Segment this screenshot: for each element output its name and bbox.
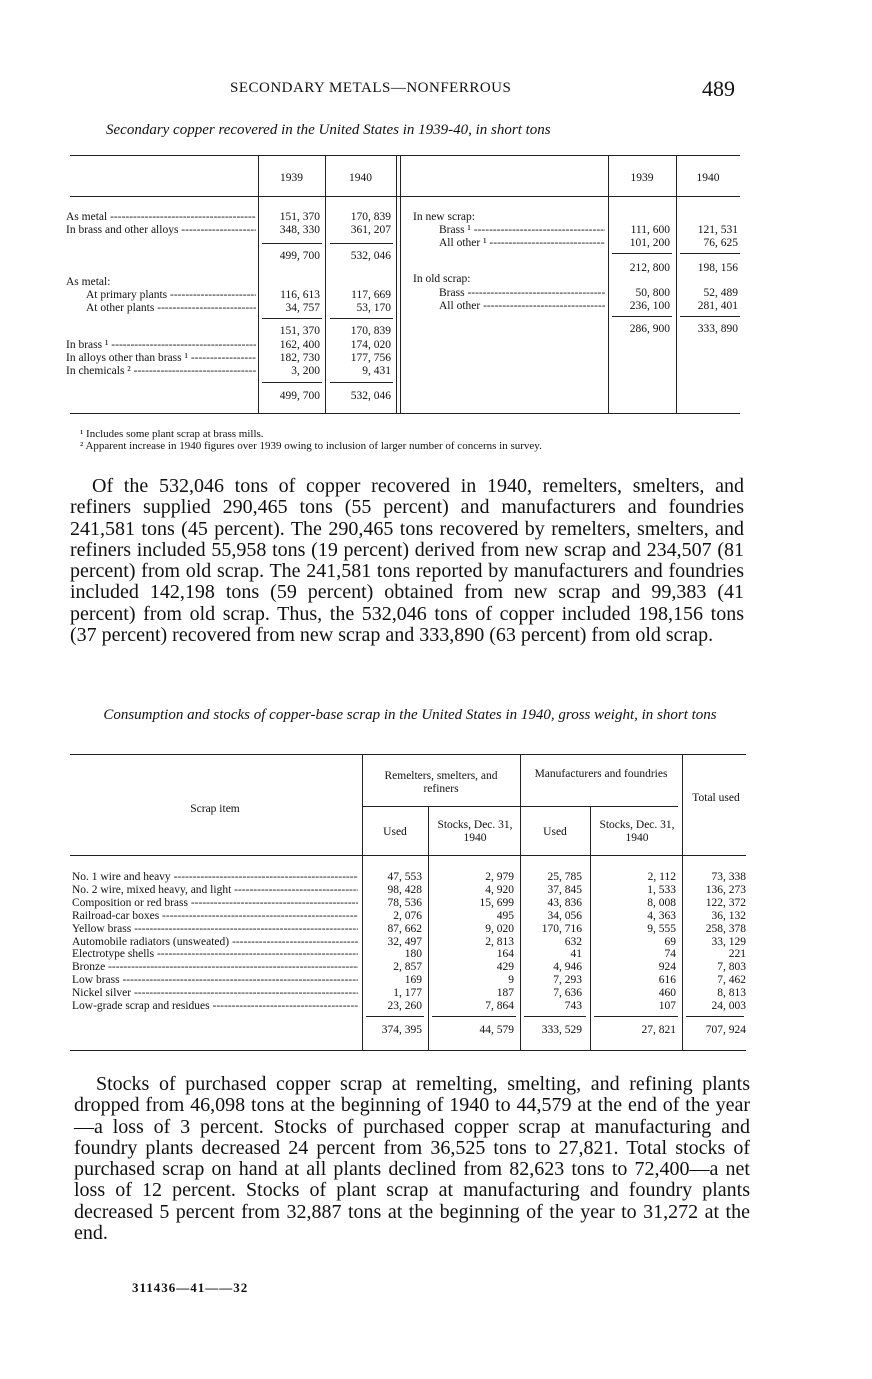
t2-row-label: Electrotype shells ----- [72, 948, 358, 961]
t1-cell: 532, 046 [350, 250, 391, 262]
t2-cell-b-used: 34, 056 [547, 909, 582, 922]
t1-cell: 101, 200 [629, 237, 670, 249]
t2-cell-b-stocks: 107 [658, 1000, 676, 1012]
t1-row-label: Brass ----- [439, 287, 605, 300]
t2-cell-a-stocks: 2, 979 [485, 871, 514, 883]
t1-cell: 9, 431 [362, 365, 391, 377]
t2-row-label: Railroad-car boxes ----- [72, 910, 358, 923]
t2-cell-a-stocks: 495 [496, 909, 514, 922]
paragraph-2: Stocks of purchased copper scrap at remelting, smelting, and refining plants dropped from 46,098 tons at the beginning of 1940 to 44,579 at the end of the year—a loss of 3 percent. Stocks of purchased copper scrap at manufacturing and foundry plants decreased 24 percent from 36,525 tons to 27,821. Total stocks of purchased scrap on hand at all plants declined from 82,623 tons to 72,400—a net loss of 12 percent. Stocks of plant scrap at manufacturing and foundry plants decreased 5 percent from 32,887 tons at the beginning of the year to 31,272 at the end. [74, 1073, 750, 1245]
table2-caption: Consumption and stocks of copper-base scrap in the United States in 1940, gross weight, in short tons [103, 707, 717, 723]
t2-cell-b-stocks: 9, 555 [647, 922, 676, 935]
t1-cell: 177, 756 [350, 352, 391, 364]
t2-cell-a-used: 78, 536 [387, 896, 422, 909]
t2-cell-a-stocks: 9 [508, 974, 514, 987]
t1-row-label: In alloys other than brass ¹ ----- [66, 352, 256, 365]
t2-cell-a-used: 87, 662 [387, 922, 422, 935]
t2-cell-b-stocks: 69 [664, 935, 676, 948]
t1-cell: 333, 890 [697, 323, 738, 335]
t2-cell-total: 8, 813 [717, 987, 746, 1000]
t2-total-a-stocks: 44, 579 [479, 1024, 514, 1036]
t2-cell-b-stocks: 1, 533 [647, 883, 676, 896]
t2-header-a-used: Used [383, 826, 407, 838]
t1-row-label: At primary plants ----- [86, 289, 256, 302]
t1-row-label: All other ----- [439, 300, 605, 313]
t2-cell-b-used: 743 [564, 1000, 582, 1012]
t2-total-b-used: 333, 529 [541, 1024, 582, 1036]
t2-cell-b-used: 170, 716 [541, 922, 582, 935]
t2-cell-b-used: 4, 946 [553, 961, 582, 974]
t1-left-col-1940: 1940 [349, 172, 372, 184]
t2-header-b-used: Used [543, 826, 567, 838]
t2-cell-a-used: 32, 497 [387, 935, 422, 948]
t1-cell: 162, 400 [279, 339, 320, 351]
t2-row-label: Low-grade scrap and residues ----- [72, 1000, 358, 1013]
t2-cell-a-stocks: 2, 813 [485, 935, 514, 948]
t2-row-label: Nickel silver ----- [72, 987, 358, 1000]
t2-cell-b-stocks: 924 [658, 961, 676, 974]
t1-group-heading: In new scrap: [413, 211, 475, 223]
t2-cell-total: 33, 129 [711, 935, 746, 948]
t1-cell: 116, 613 [280, 289, 320, 301]
t1-cell: 151, 370 [279, 211, 320, 223]
t1-group-heading: As metal: [66, 276, 111, 288]
t1-group-heading: In old scrap: [413, 273, 471, 285]
t2-row-label: Low brass ----- [72, 974, 358, 987]
t1-cell: 170, 839 [350, 325, 391, 337]
t2-cell-total: 258, 378 [705, 922, 746, 935]
t1-row-label: At other plants ----- [86, 302, 256, 315]
paragraph-1: Of the 532,046 tons of copper recovered in 1940, remelters, smelters, and refiners supplied 290,465 tons (55 percent) and manufacturers and foundries 241,581 tons (45 percent). The 290,465 tons recovered by remelters, smelters, and refiners included 55,958 tons (19 percent) derived from new scrap and 234,507 (81 percent) from old scrap. The 241,581 tons reported by manufacturers and foundries included 142,198 tons (59 percent) obtained from new scrap and 99,383 (41 percent) from old scrap. Thus, the 532,046 tons of copper included 198,156 tons (37 percent) recovered from new scrap and 333,890 (63 percent) from old scrap. [70, 475, 744, 647]
t1-cell: 182, 730 [279, 352, 320, 364]
print-code: 311436—41——32 [132, 1280, 249, 1295]
t2-cell-a-stocks: 429 [496, 961, 514, 974]
t2-cell-b-used: 43, 836 [547, 896, 582, 909]
t2-header-a-stocks: Stocks, Dec. 31, 1940 [437, 819, 513, 844]
t2-cell-a-used: 180 [404, 948, 422, 961]
t2-cell-b-stocks: 4, 363 [647, 909, 676, 922]
t2-cell-total: 136, 273 [705, 883, 746, 896]
t1-cell: 117, 669 [351, 289, 391, 301]
t2-cell-a-used: 2, 076 [393, 909, 422, 922]
t2-cell-a-stocks: 187 [496, 987, 514, 1000]
t2-row-label: No. 1 wire and heavy ----- [72, 871, 358, 884]
t1-cell: 76, 625 [703, 237, 738, 249]
t2-cell-a-used: 23, 260 [387, 1000, 422, 1012]
t1-row-label: In brass and other alloys ----- [66, 224, 256, 237]
t2-header-group-a: Remelters, smelters, and refiners [384, 770, 498, 795]
t1-cell: 281, 401 [697, 300, 738, 312]
t2-header-total-used: Total used [692, 792, 740, 804]
t2-cell-a-stocks: 164 [496, 948, 514, 961]
t2-total-total: 707, 924 [705, 1024, 746, 1036]
footnote-1: ¹ Includes some plant scrap at brass mills. [80, 428, 264, 440]
t1-cell: 361, 207 [350, 224, 391, 236]
t2-cell-a-used: 2, 857 [393, 961, 422, 974]
t2-cell-total: 7, 462 [717, 974, 746, 987]
t2-row-label: Bronze ----- [72, 961, 358, 974]
t1-cell: 348, 330 [279, 224, 320, 236]
t2-header-scrap-item: Scrap item [190, 803, 240, 815]
t2-cell-b-used: 7, 293 [553, 974, 582, 987]
t1-cell: 174, 020 [350, 339, 391, 351]
t1-cell: 170, 839 [350, 211, 391, 223]
t1-cell: 236, 100 [629, 300, 670, 312]
t2-cell-total: 24, 003 [711, 1000, 746, 1012]
t2-cell-total: 73, 338 [711, 871, 746, 883]
t2-cell-b-used: 25, 785 [547, 871, 582, 883]
t2-header-group-b: Manufacturers and foundries [534, 768, 668, 780]
t1-cell: 151, 370 [279, 325, 320, 337]
t1-row-label: All other ¹ ----- [439, 237, 605, 250]
t1-row-label: In chemicals ² ----- [66, 365, 256, 378]
t2-cell-a-used: 47, 553 [387, 871, 422, 883]
page-number: 489 [702, 76, 735, 101]
t2-total-a-used: 374, 395 [381, 1024, 422, 1036]
t2-cell-b-stocks: 460 [658, 987, 676, 1000]
t1-row-label: Brass ¹ ----- [439, 224, 605, 237]
t2-cell-b-used: 7, 636 [553, 987, 582, 1000]
t2-cell-a-stocks: 7, 864 [485, 1000, 514, 1012]
table1-caption: Secondary copper recovered in the United States in 1939-40, in short tons [106, 122, 551, 138]
t1-left-col-1939: 1939 [280, 172, 303, 184]
t2-cell-a-stocks: 9, 020 [485, 922, 514, 935]
t2-cell-total: 221 [728, 948, 746, 961]
t2-row-label: Yellow brass ----- [72, 923, 358, 936]
t2-row-label: Composition or red brass ----- [72, 897, 358, 910]
t1-cell: 50, 800 [635, 287, 670, 299]
t1-cell: 286, 900 [629, 323, 670, 335]
t2-cell-total: 36, 132 [711, 909, 746, 922]
t2-cell-b-stocks: 616 [658, 974, 676, 987]
t2-cell-a-used: 1, 177 [393, 987, 422, 1000]
t1-right-col-1939: 1939 [630, 172, 654, 184]
t2-total-b-stocks: 27, 821 [641, 1024, 676, 1036]
t1-cell: 53, 170 [356, 302, 391, 314]
t1-cell: 34, 757 [285, 302, 320, 314]
t1-cell: 3, 200 [291, 365, 320, 377]
t1-cell: 532, 046 [350, 390, 391, 402]
running-title: SECONDARY METALS—NONFERROUS [230, 80, 512, 96]
t2-cell-b-used: 41 [570, 948, 582, 961]
t1-cell: 121, 531 [697, 224, 738, 236]
t1-cell: 198, 156 [697, 262, 738, 274]
t2-cell-a-used: 169 [404, 974, 422, 987]
t1-cell: 111, 600 [630, 224, 670, 236]
t1-row-label: As metal ----- [66, 211, 256, 224]
t1-cell: 499, 700 [279, 250, 320, 262]
t1-right-col-1940: 1940 [696, 172, 720, 184]
t2-cell-total: 7, 803 [717, 961, 746, 974]
t2-cell-a-stocks: 4, 920 [485, 883, 514, 896]
t2-cell-b-used: 37, 845 [547, 883, 582, 896]
t2-header-b-stocks: Stocks, Dec. 31, 1940 [599, 819, 675, 844]
t1-cell: 499, 700 [279, 390, 320, 402]
t2-row-label: Automobile radiators (unsweated) ----- [72, 936, 358, 949]
t1-cell: 52, 489 [703, 287, 738, 299]
t2-row-label: No. 2 wire, mixed heavy, and light ----- [72, 884, 358, 897]
t2-cell-a-stocks: 15, 699 [479, 896, 514, 909]
t2-cell-total: 122, 372 [705, 896, 746, 909]
t2-cell-b-stocks: 74 [664, 948, 676, 961]
t2-cell-b-used: 632 [564, 935, 582, 948]
t1-row-label: In brass ¹ ----- [66, 339, 256, 352]
t2-cell-b-stocks: 8, 008 [647, 896, 676, 909]
footnote-2: ² Apparent increase in 1940 figures over 1939 owing to inclusion of larger number of concerns in survey. [80, 440, 542, 452]
t2-cell-a-used: 98, 428 [387, 883, 422, 896]
t2-cell-b-stocks: 2, 112 [647, 871, 676, 883]
t1-cell: 212, 800 [629, 262, 670, 274]
